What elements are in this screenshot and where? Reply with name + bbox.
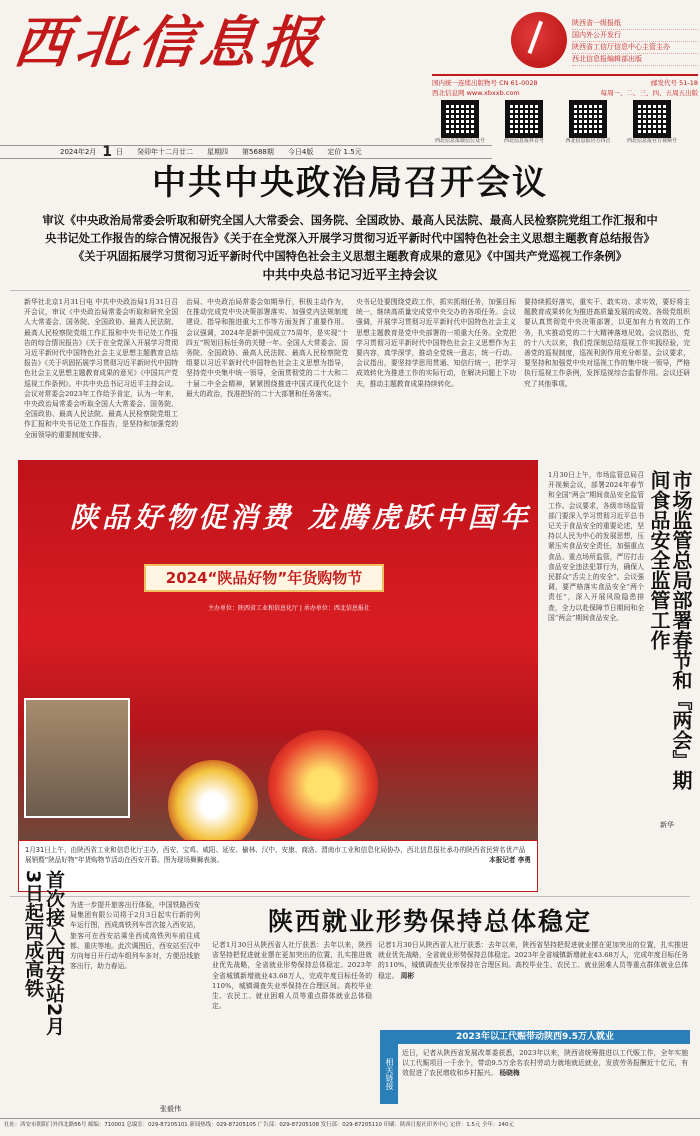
- website: 西北信息网 www.xbxxb.com: [432, 89, 520, 97]
- cn-issue-number: 国内统一连续出版物号 CN 61-0028: [432, 79, 538, 87]
- qr-code-icon: [569, 100, 607, 138]
- article-column: 新华社北京1月31日电 中共中央政治局1月31日召开会议，审议《中央政治局常委会听取和研究全国人大常委会、国务院、全国政协、最高人民法院、最高人民检察院党组工作汇报和中央书记处工作报告的综合情况报告》《关于在全党深入开展学习贯彻习近平新时代中国特色社会主义思想主题教育总结报告》《关于巩固拓展学习贯彻习近平新时代中国特色社会主义思想主题教育成果的意见》《中国共产党巡视工作条例》。中共中央总书记习近平主持会议。会议对常委会2023年工作给予肯定，认为一年来，中央政治局常委会听取全国人大常委会、国务院、全国政协、最高人民法院、最高人民检察院党组工作汇报和中央书记处工作报告，是坚持和加强党的全面领导的重要制度安排。: [24, 298, 178, 439]
- qr-code-row: [432, 100, 680, 145]
- masthead-line: 陕西省工信厅信息中心主管主办: [572, 42, 698, 54]
- qr-block: [432, 100, 488, 145]
- qr-caption: 西北信息报官方抖音: [565, 138, 611, 144]
- dateline: [0, 145, 492, 159]
- qr-caption: 西北信息报微信公众号: [434, 138, 485, 144]
- event-photo: [18, 460, 538, 846]
- caption-text: 1月31日上午，由陕西省工业和信息化厅主办，西安、宝鸡、咸阳、延安、榆林、汉中、安康、商洛、渭南市工业和信息化局协办，西北信息报社承办的陕西省民营名优产品展销暨“陕品好物”年货购物节活动在西安开幕。图为现场舞狮表演。: [25, 846, 526, 864]
- divider: [10, 896, 690, 897]
- lion-dance-icon: [168, 760, 258, 846]
- employment-author: 周彬: [400, 971, 415, 980]
- subheadline: 中共中央总书记习近平主持会议: [262, 267, 438, 282]
- weekday: 星期四: [207, 148, 229, 156]
- issue-info: [432, 78, 698, 98]
- photo-event-sign: 2024“陕品好物”年货购物节: [144, 564, 384, 592]
- article-column: 央书记处要围绕党政工作，抓实抓细任务，加强目标统一，继续高质量完成党中央交办的各项任务。会议强调，开展学习贯彻习近平新时代中国特色社会主义思想主题教育是党中央部署的一项重大任务。全党把学习贯彻习近平新时代中国特色社会主义思想作为主要内容，真学深学，推动全党统一意志，统一行动。会议指出，要坚持学思用贯通、知信行统一，把学习成效转化为推进工作的实际行动，在解决问题上下功夫，推动主题教育成果持续转化。: [356, 298, 516, 388]
- subheadline-block: [10, 212, 690, 284]
- page-count: 今日4版: [287, 148, 314, 156]
- masthead-rule: [432, 74, 698, 76]
- qr-caption: 西北信息报官方视频号: [626, 138, 677, 144]
- masthead-title: 西北信息报: [10, 10, 328, 76]
- lunar-date: 癸卯年十二月廿二: [137, 148, 194, 156]
- qr-caption: 西北信息报抖音号: [503, 138, 544, 144]
- qr-block: [560, 100, 616, 145]
- employment-body-cont: [378, 940, 688, 1026]
- date: 2024年2月: [60, 148, 97, 156]
- related-author: 杨晓梅: [499, 1069, 520, 1078]
- photo-banner: 陕品好物促消费 龙腾虎跃中国年: [70, 501, 532, 534]
- photo-organizer: 主办单位：陕西省工业和信息化厅 | 承办单位：西北信息报社: [208, 605, 370, 612]
- related-text: 近日，记者从陕西省发展改革委获悉，2023年以来，陕西省统筹推进以工代赈工作，全年实施以工代赈项目一千余个，带动9.5万余名农村劳动力就地就近就业，发放劳务报酬近十亿元，有效促进了农民增收和乡村振兴。: [402, 1049, 688, 1078]
- price: 定价 1.5元: [327, 148, 362, 156]
- side-story-body: 1月30日上午，市场监管总局召开视频会议，部署2024年春节和全国“两会”期间食品安全监管工作。会议要求，各级市场监管部门要深入学习贯彻习近平总书记关于食品安全的重要论述，坚持以人民为中心的发展思想，压紧压实食品安全责任，加强重点食品、重点场所监管，严厉打击食品安全违法犯罪行为，确保人民群众“舌尖上的安全”。会议强调，要严格落实食品安全“两个责任”，深入开展风险隐患排查，全力以赴保障节日期间和全国“两会”期间食品安全。: [548, 471, 644, 622]
- qr-block: [624, 100, 680, 145]
- qr-code-icon: [633, 100, 671, 138]
- qr-block: [496, 100, 552, 145]
- photo-caption: [18, 840, 538, 892]
- schedule: 每周一、二、三、四、五周五出版: [600, 89, 698, 97]
- masthead-line: 陕西省一级报纸: [572, 18, 698, 30]
- related-body: [402, 1048, 688, 1114]
- employment-body: 记者1月30日从陕西省人社厅获悉：去年以来，陕西省坚持把促进就业摆在更加突出的位置，扎实推进就业优先战略，全省就业形势保持总体稳定。2023年全省城镇新增就业43.68万人，完成年度目标任务的110%，城镇调查失业率保持在合理区间。高校毕业生、农民工、就业困难人员等重点群体就业总体稳定。: [212, 941, 372, 1011]
- side-story-title: 市场监管总局部署春节和『两会』期间食品安全监管工作: [647, 470, 693, 790]
- divider: [10, 290, 690, 291]
- subheadline: 央书记处工作报告的综合情况报告》《关于在全党深入开展学习贯彻习近平新时代中国特色社会主义思想主题教育总结报告》: [45, 232, 655, 245]
- subheadline: 《关于巩固拓展学习贯彻习近平新时代中国特色社会主义思想主题教育成果的意见》《中国共产党巡视工作条例》: [73, 250, 627, 263]
- left-story-title: 首次接入西安站2月3日起西成高铁: [22, 870, 65, 1036]
- side-story-source: 新华: [660, 821, 674, 829]
- newspaper-logo-icon: [511, 12, 567, 68]
- inset-photo: [24, 698, 130, 818]
- day-unit: 日: [116, 148, 124, 156]
- postal-code: 邮发代号 51-18: [651, 79, 698, 87]
- article-column: 治局、中央政治局常委会如期举行，积极主动作为，在推动完成党中央决策部署落实、加强党内法规制度建设、指导和推进重大工作等方面发挥了重要作用。会议强调，2024年是新中国成立75周年，是实现“十四五”规划目标任务的关键一年。全国人大常委会、国务院、全国政协、最高人民法院、最高人民检察院党组要以习近平新时代中国特色社会主义思想为指导，坚持党中央集中统一领导，全面贯彻党的二十大和二十届二中全会精神，紧紧围绕推进中国式现代化这个最大的政治，找准把好的二十大部署和任务落实。: [186, 298, 348, 398]
- lion-dance-icon: [268, 730, 378, 840]
- article-column: 要持续抓好落实，重实干、敢实功、求实效，要好将主题教育成果转化为推进高质量发展的成效。各级党组织要认真贯彻党中央决策部署，以更加有力有效的工作务，扎实推动党的二十大精神落地见效。会议指出，党的十八大以来，我们党深刻总结巡视工作实践经验，完善党的巡视制度，巡视利剑作用充分彰显。会议要求，要坚持和加强党中央对巡视工作的集中统一领导，严格执行巡视工作条例，发挥巡视综合监督作用。会议还研究了其他事项。: [524, 298, 690, 388]
- photo-credit: 本报记者 李勇: [489, 856, 531, 864]
- footer: 社址：西安市朝阳门外西北路56号 邮编：710001 总编室：029-87205101 新闻热线：029-87205105 广告部：029-87205108 发行部：029-87205110 印刷：陕西日报社印务中心 定价：1.5元 全年：240元: [0, 1118, 700, 1136]
- related-headline: 2023年以工代赈带动陕西9.5万人就业: [380, 1030, 690, 1044]
- qr-code-icon: [441, 100, 479, 138]
- subheadline: 审议《中央政治局常委会听取和研究全国人大常委会、国务院、全国政协、最高人民法院、最高人民检察院党组工作汇报和中: [42, 214, 658, 227]
- left-story-body: 为进一步提升旅客出行体验，中国铁路西安局集团有限公司将于2月3日起实行新的列车运行图，西成高铁列车首次接入西安站，旅客可在西安站乘坐西成高铁列车前往成都、重庆等地。此次调图后，西安站至汉中方向每日开行动车组列车多对，方便沿线旅客出行，助力春运。: [70, 901, 200, 971]
- related-tag: 相关链接: [380, 1044, 398, 1104]
- masthead-line: 国内外公开发行: [572, 30, 698, 42]
- main-headline: 中共中央政治局召开会议: [152, 163, 548, 203]
- issue-number: 第5688期: [242, 148, 274, 156]
- employment-headline: 陕西就业形势保持总体稳定: [267, 907, 592, 936]
- day-number: 1: [102, 144, 113, 160]
- employment-text: 记者1月30日从陕西省人社厅获悉：去年以来，陕西省坚持把促进就业摆在更加突出的位置，扎实推进就业优先战略，全省就业形势保持总体稳定。2023年全省城镇新增就业43.68万人，完成年度目标任务的110%，城镇调查失业率保持在合理区间。高校毕业生、农民工、就业困难人员等重点群体就业总体稳定。: [378, 941, 688, 980]
- qr-code-icon: [505, 100, 543, 138]
- masthead-info: [572, 18, 698, 66]
- left-story-author: 张毅伟: [160, 1105, 181, 1113]
- masthead-line: 西北信息报编辑部出版: [572, 54, 698, 66]
